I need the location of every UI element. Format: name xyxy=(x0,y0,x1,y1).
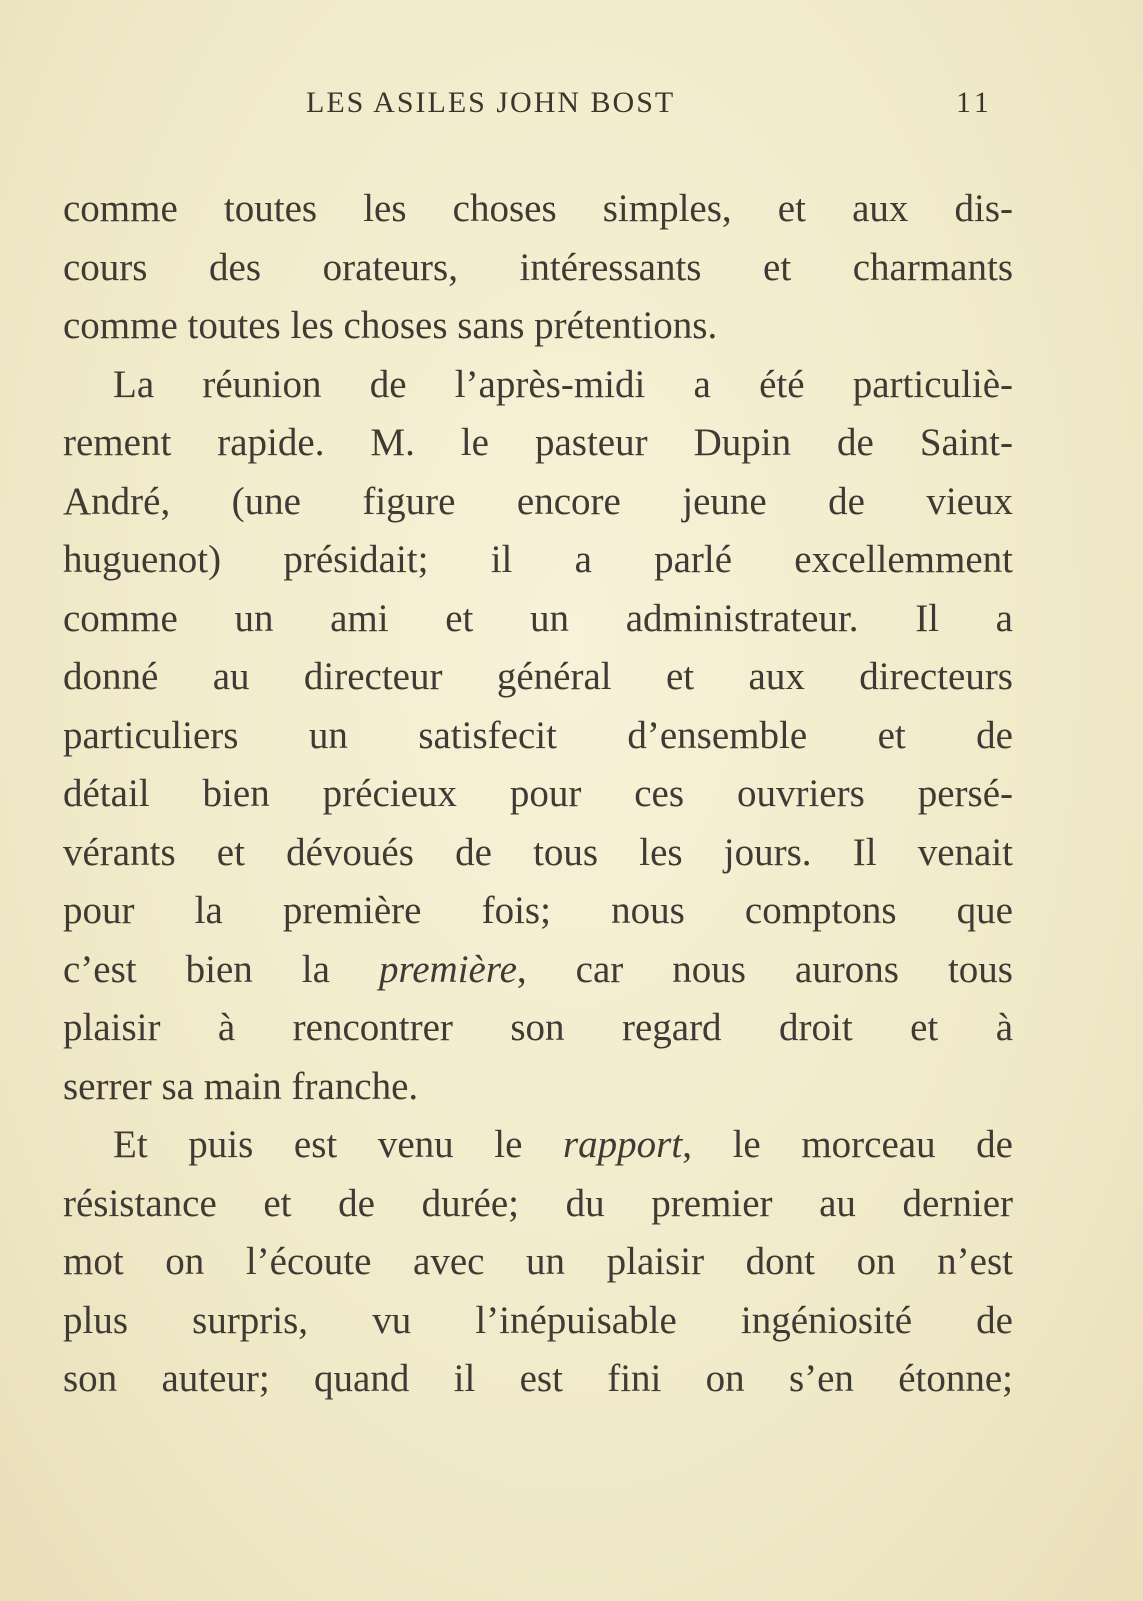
text-line xyxy=(63,941,1013,1000)
text-line xyxy=(63,1116,1013,1175)
text-line: pour la première fois; nous comptons que xyxy=(63,889,1013,932)
text-line: La réunion de l’après-midi a été particuliè- xyxy=(113,362,1013,406)
text-segment: c’est bien la xyxy=(63,947,379,991)
text-line: particuliers un satisfecit d’ensemble et de xyxy=(63,713,1013,757)
text-line: mot on l’écoute avec un plaisir dont on n’est xyxy=(63,1240,1013,1283)
text-line: comme toutes les choses sans prétentions. xyxy=(63,304,718,347)
text-line: son auteur; quand il est fini on s’en étonne; xyxy=(63,1357,1013,1400)
text-segment: , car nous aurons tous xyxy=(516,947,1013,991)
text-line: détail bien précieux pour ces ouvriers persé- xyxy=(63,772,1013,815)
text-line: rement rapide. M. le pasteur Dupin de Saint- xyxy=(63,421,1013,464)
text-line: vérants et dévoués de tous les jours. Il venait xyxy=(63,830,1013,874)
text-segment: Et puis est venu le xyxy=(113,1123,563,1166)
text-line: André, (une figure encore jeune de vieux xyxy=(63,479,1013,523)
text-line: comme toutes les choses simples, et aux dis- xyxy=(63,187,1013,230)
running-head xyxy=(0,86,1143,126)
text-line: donné au directeur général et aux directeurs xyxy=(63,655,1013,698)
page-number: 11 xyxy=(956,86,993,119)
italic-word: première xyxy=(378,947,517,991)
text-line: résistance et de durée; du premier au dernier xyxy=(63,1181,1013,1225)
text-line: serrer sa main franche. xyxy=(63,1064,419,1108)
text-line: plaisir à rencontrer son regard droit et à xyxy=(63,1006,1013,1049)
text-line: huguenot) présidait; il a parlé excellemment xyxy=(63,538,1013,581)
text-line: comme un ami et un administrateur. Il a xyxy=(63,596,1013,640)
italic-word: rapport xyxy=(563,1123,683,1166)
text-line: plus surpris, vu l’inépuisable ingéniosité de xyxy=(63,1298,1013,1342)
body-text xyxy=(63,180,1013,1409)
text-line: cours des orateurs, intéressants et charmants xyxy=(63,245,1013,289)
running-title: LES ASILES JOHN BOST xyxy=(306,86,676,119)
text-segment: , le morceau de xyxy=(682,1123,1013,1166)
